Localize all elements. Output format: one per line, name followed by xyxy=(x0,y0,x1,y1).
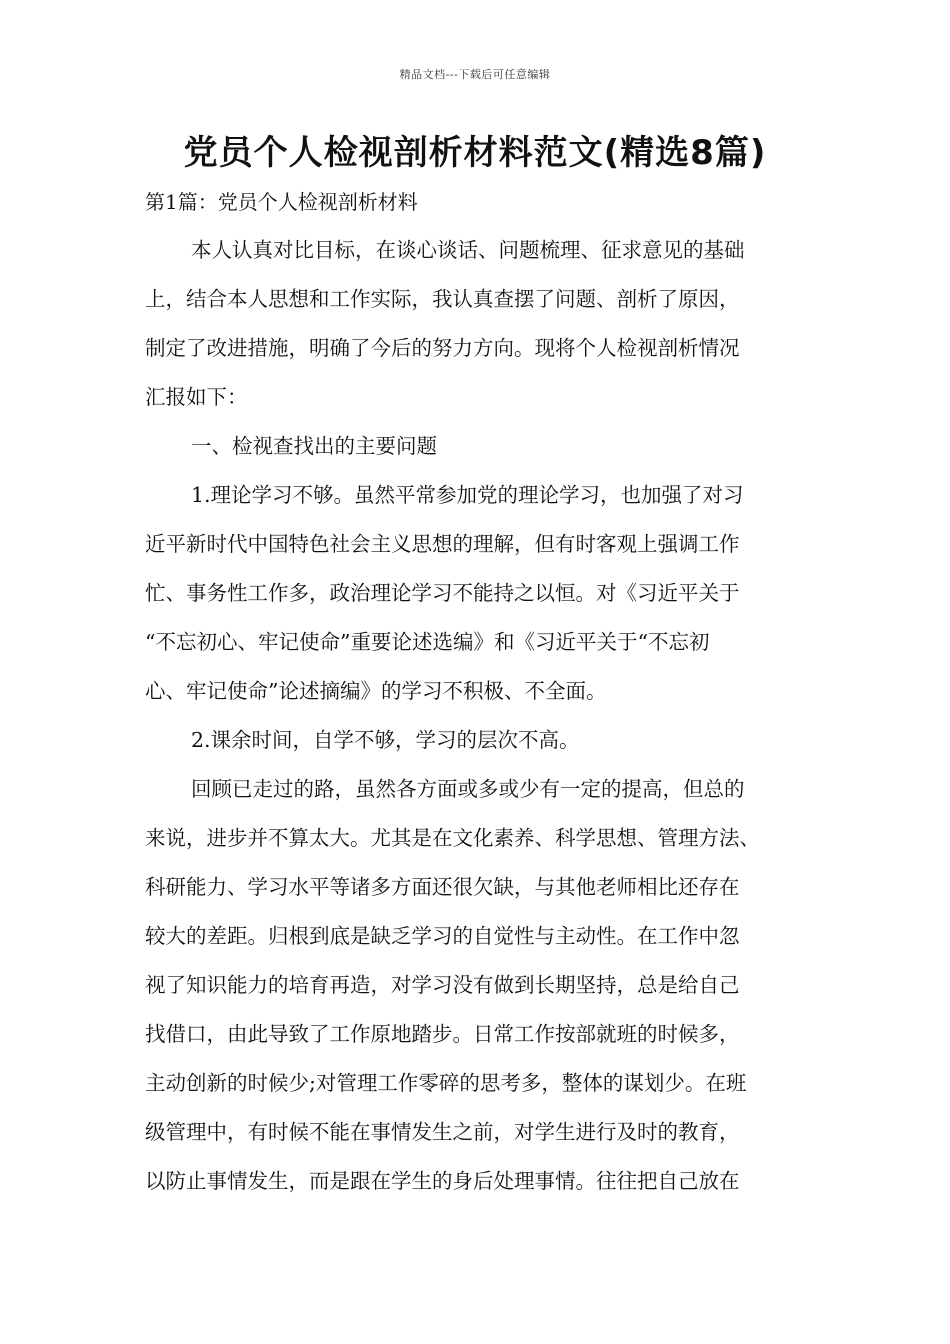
header-note: 精品文档---下载后可任意编辑 xyxy=(399,68,551,81)
section-subtitle: 第1篇：党员个人检视剖析材料 xyxy=(145,190,418,214)
section-heading: 一、检视查找出的主要问题 xyxy=(191,434,437,458)
document-title: 党员个人检视剖析材料范文(精选8篇) xyxy=(183,133,767,173)
paragraph-line: 心、牢记使命”论述摘编》的学习不积极、不全面。 xyxy=(145,679,607,703)
paragraph-line: 视了知识能力的培育再造，对学习没有做到长期坚持，总是给自己 xyxy=(145,973,740,997)
paragraph-line: 找借口，由此导致了工作原地踏步。日常工作按部就班的时候多， xyxy=(145,1022,740,1046)
paragraph-line: 汇报如下： xyxy=(145,385,248,409)
paragraph-line: 来说，进步并不算太大。尤其是在文化素养、科学思想、管理方法、 xyxy=(145,826,760,850)
paragraph-line: 主动创新的时候少;对管理工作零碎的思考多，整体的谋划少。在班 xyxy=(145,1071,747,1095)
paragraph-line: 1.理论学习不够。虽然平常参加党的理论学习，也加强了对习 xyxy=(191,483,744,507)
paragraph-line: 忙、事务性工作多，政治理论学习不能持之以恒。对《习近平关于 xyxy=(145,581,740,605)
paragraph-line: 2.课余时间，自学不够，学习的层次不高。 xyxy=(191,728,580,752)
paragraph-line: 以防止事情发生，而是跟在学生的身后处理事情。往往把自己放在 xyxy=(145,1169,740,1193)
paragraph-line: “不忘初心、牢记使命”重要论述选编》和《习近平关于“不忘初 xyxy=(145,630,710,654)
paragraph-line: 较大的差距。归根到底是缺乏学习的自觉性与主动性。在工作中忽 xyxy=(145,924,740,948)
paragraph-line: 回顾已走过的路，虽然各方面或多或少有一定的提高，但总的 xyxy=(191,777,745,801)
paragraph-line: 科研能力、学习水平等诸多方面还很欠缺，与其他老师相比还存在 xyxy=(145,875,740,899)
document-body xyxy=(145,226,825,1206)
paragraph-line: 近平新时代中国特色社会主义思想的理解，但有时客观上强调工作 xyxy=(145,532,740,556)
paragraph-line: 上，结合本人思想和工作实际，我认真查摆了问题、剖析了原因， xyxy=(145,287,740,311)
paragraph-line: 级管理中，有时候不能在事情发生之前，对学生进行及时的教育， xyxy=(145,1120,740,1144)
paragraph-line: 本人认真对比目标，在谈心谈话、问题梳理、征求意见的基础 xyxy=(191,238,745,262)
paragraph-line: 制定了改进措施，明确了今后的努力方向。现将个人检视剖析情况 xyxy=(145,336,740,360)
